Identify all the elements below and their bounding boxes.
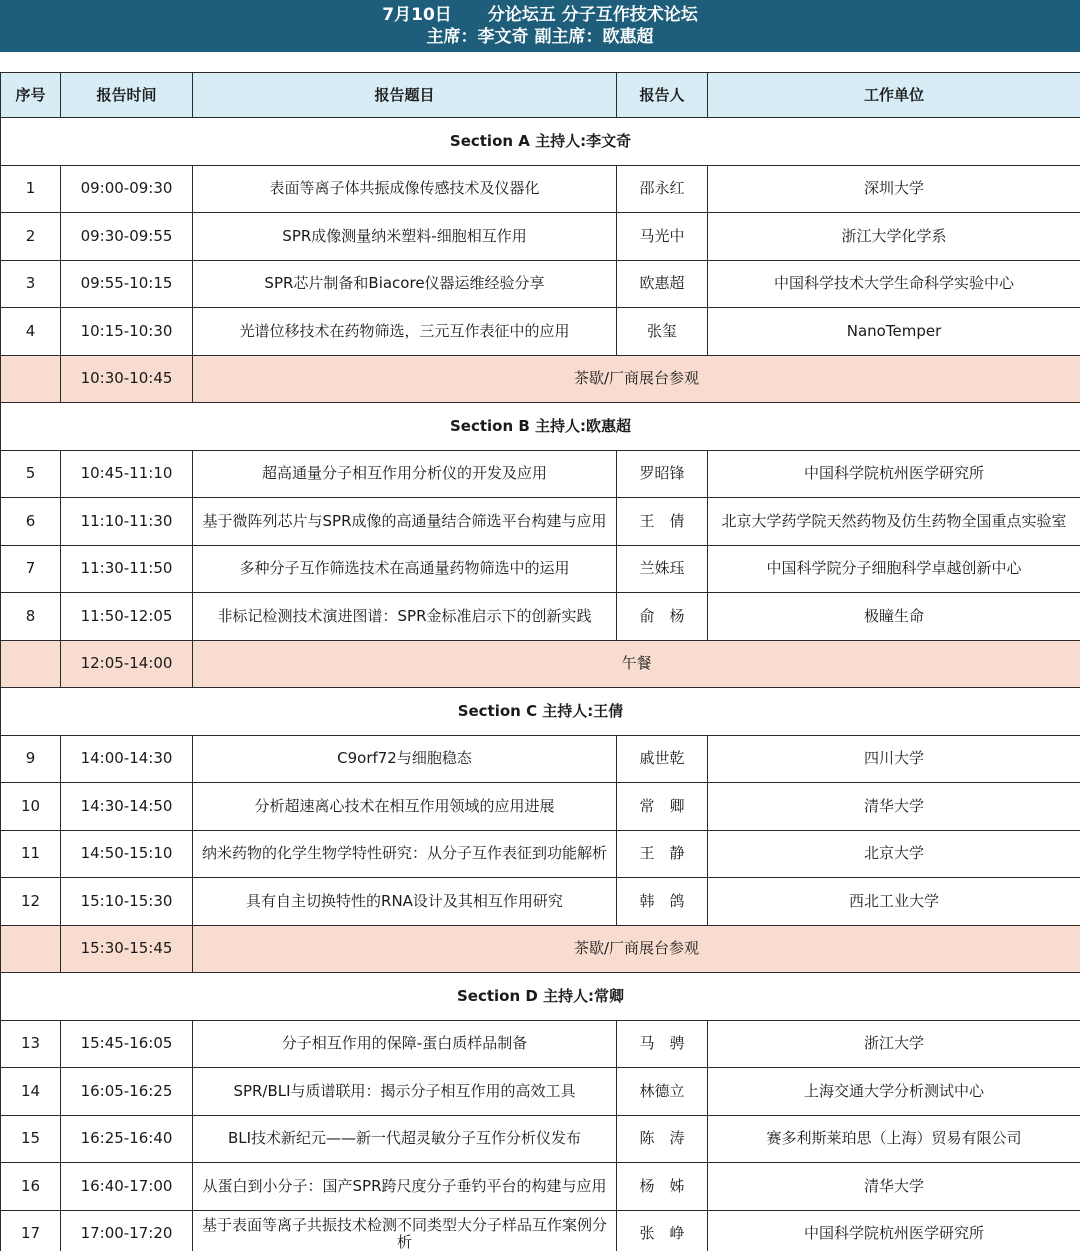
talk-time: 16:40-17:00 xyxy=(61,1163,193,1211)
talk-title: C9orf72与细胞稳态 xyxy=(193,735,617,783)
talk-time: 11:30-11:50 xyxy=(61,545,193,593)
talk-speaker: 常 卿 xyxy=(617,783,708,831)
table-row xyxy=(1,1115,1080,1163)
talk-org: 极瞳生命 xyxy=(708,593,1080,641)
talk-no: 11 xyxy=(1,830,61,878)
talk-title: 分子相互作用的保障-蛋白质样品制备 xyxy=(193,1020,617,1068)
section-heading: Section D 主持人:常卿 xyxy=(1,973,1080,1021)
talk-speaker: 马 骋 xyxy=(617,1020,708,1068)
talk-time: 14:00-14:30 xyxy=(61,735,193,783)
talk-title: SPR成像测量纳米塑料-细胞相互作用 xyxy=(193,213,617,261)
talk-no: 16 xyxy=(1,1163,61,1211)
talk-time: 09:30-09:55 xyxy=(61,213,193,261)
break-row xyxy=(1,640,1080,688)
talk-org: 中国科学院杭州医学研究所 xyxy=(708,450,1080,498)
table-row xyxy=(1,593,1080,641)
header-forum-title: 分论坛五 分子互作技术论坛 xyxy=(487,5,698,25)
talk-speaker: 陈 涛 xyxy=(617,1115,708,1163)
break-label: 茶歇/厂商展台参观 xyxy=(193,355,1080,403)
talk-time: 16:25-16:40 xyxy=(61,1115,193,1163)
talk-org: 深圳大学 xyxy=(708,165,1080,213)
talk-time: 14:30-14:50 xyxy=(61,783,193,831)
talk-title: SPR芯片制备和Biacore仪器运维经验分享 xyxy=(193,260,617,308)
col-header-no: 序号 xyxy=(1,73,61,118)
talk-title: BLI技术新纪元——新一代超灵敏分子互作分析仪发布 xyxy=(193,1115,617,1163)
talk-no: 15 xyxy=(1,1115,61,1163)
col-header-speaker: 报告人 xyxy=(617,73,708,118)
talk-speaker: 张 峥 xyxy=(617,1210,708,1251)
section-heading: Section B 主持人:欧惠超 xyxy=(1,403,1080,451)
table-row xyxy=(1,498,1080,546)
talk-no: 17 xyxy=(1,1210,61,1251)
talk-org: 浙江大学化学系 xyxy=(708,213,1080,261)
talk-no: 1 xyxy=(1,165,61,213)
talk-time: 16:05-16:25 xyxy=(61,1068,193,1116)
talk-speaker: 林德立 xyxy=(617,1068,708,1116)
table-row xyxy=(1,1068,1080,1116)
talk-no: 7 xyxy=(1,545,61,593)
break-time: 15:30-15:45 xyxy=(61,925,193,973)
break-label: 午餐 xyxy=(193,640,1080,688)
schedule-table xyxy=(0,72,1080,1251)
talk-time: 11:10-11:30 xyxy=(61,498,193,546)
col-header-org: 工作单位 xyxy=(708,73,1080,118)
table-row xyxy=(1,1210,1080,1251)
break-label: 茶歇/厂商展台参观 xyxy=(193,925,1080,973)
break-no-cell xyxy=(1,355,61,403)
table-row xyxy=(1,783,1080,831)
table-header-row xyxy=(1,73,1080,118)
talk-org: 西北工业大学 xyxy=(708,878,1080,926)
header-date: 7月10日 xyxy=(382,5,452,25)
talk-time: 15:10-15:30 xyxy=(61,878,193,926)
talk-title: 具有自主切换特性的RNA设计及其相互作用研究 xyxy=(193,878,617,926)
talk-title: SPR/BLI与质谱联用：揭示分子相互作用的高效工具 xyxy=(193,1068,617,1116)
break-row xyxy=(1,355,1080,403)
talk-title: 超高通量分子相互作用分析仪的开发及应用 xyxy=(193,450,617,498)
talk-no: 14 xyxy=(1,1068,61,1116)
table-row xyxy=(1,213,1080,261)
talk-title: 分析超速离心技术在相互作用领域的应用进展 xyxy=(193,783,617,831)
talk-speaker: 张玺 xyxy=(617,308,708,356)
talk-time: 17:00-17:20 xyxy=(61,1210,193,1251)
talk-no: 12 xyxy=(1,878,61,926)
talk-speaker: 兰姝珏 xyxy=(617,545,708,593)
table-row xyxy=(1,1163,1080,1211)
talk-speaker: 韩 鸽 xyxy=(617,878,708,926)
table-row xyxy=(1,545,1080,593)
talk-org: 北京大学药学院天然药物及仿生药物全国重点实验室 xyxy=(708,498,1080,546)
talk-time: 10:45-11:10 xyxy=(61,450,193,498)
section-heading: Section C 主持人:王倩 xyxy=(1,688,1080,736)
talk-speaker: 邵永红 xyxy=(617,165,708,213)
talk-time: 10:15-10:30 xyxy=(61,308,193,356)
schedule-body xyxy=(1,118,1080,1251)
break-row xyxy=(1,925,1080,973)
talk-title: 从蛋白到小分子：国产SPR跨尺度分子垂钓平台的构建与应用 xyxy=(193,1163,617,1211)
header-title-line xyxy=(382,4,697,26)
talk-org: 赛多利斯莱珀思（上海）贸易有限公司 xyxy=(708,1115,1080,1163)
break-time: 12:05-14:00 xyxy=(61,640,193,688)
table-row xyxy=(1,878,1080,926)
talk-title: 光谱位移技术在药物筛选，三元互作表征中的应用 xyxy=(193,308,617,356)
section-row xyxy=(1,973,1080,1021)
talk-speaker: 罗昭锋 xyxy=(617,450,708,498)
break-no-cell xyxy=(1,640,61,688)
talk-speaker: 马光中 xyxy=(617,213,708,261)
table-row xyxy=(1,830,1080,878)
talk-time: 15:45-16:05 xyxy=(61,1020,193,1068)
talk-no: 13 xyxy=(1,1020,61,1068)
talk-speaker: 王 倩 xyxy=(617,498,708,546)
talk-no: 6 xyxy=(1,498,61,546)
talk-org: 中国科学技术大学生命科学实验中心 xyxy=(708,260,1080,308)
talk-title: 非标记检测技术演进图谱：SPR金标准启示下的创新实践 xyxy=(193,593,617,641)
table-row xyxy=(1,1020,1080,1068)
col-header-title: 报告题目 xyxy=(193,73,617,118)
talk-no: 3 xyxy=(1,260,61,308)
section-heading: Section A 主持人:李文奇 xyxy=(1,118,1080,166)
table-row xyxy=(1,735,1080,783)
talk-speaker: 俞 杨 xyxy=(617,593,708,641)
talk-org: 上海交通大学分析测试中心 xyxy=(708,1068,1080,1116)
talk-org: 浙江大学 xyxy=(708,1020,1080,1068)
talk-no: 5 xyxy=(1,450,61,498)
talk-org: NanoTemper xyxy=(708,308,1080,356)
talk-org: 清华大学 xyxy=(708,1163,1080,1211)
table-row xyxy=(1,308,1080,356)
break-time: 10:30-10:45 xyxy=(61,355,193,403)
header-chairs: 主席：李文奇 副主席：欧惠超 xyxy=(426,27,654,47)
section-row xyxy=(1,118,1080,166)
talk-speaker: 欧惠超 xyxy=(617,260,708,308)
talk-no: 4 xyxy=(1,308,61,356)
talk-org: 清华大学 xyxy=(708,783,1080,831)
talk-time: 09:00-09:30 xyxy=(61,165,193,213)
talk-no: 9 xyxy=(1,735,61,783)
talk-time: 09:55-10:15 xyxy=(61,260,193,308)
talk-org: 四川大学 xyxy=(708,735,1080,783)
talk-speaker: 杨 姊 xyxy=(617,1163,708,1211)
table-row xyxy=(1,165,1080,213)
section-row xyxy=(1,688,1080,736)
talk-title: 多种分子互作筛选技术在高通量药物筛选中的运用 xyxy=(193,545,617,593)
talk-speaker: 戚世乾 xyxy=(617,735,708,783)
talk-no: 8 xyxy=(1,593,61,641)
talk-org: 中国科学院分子细胞科学卓越创新中心 xyxy=(708,545,1080,593)
table-row xyxy=(1,260,1080,308)
talk-title: 基于微阵列芯片与SPR成像的高通量结合筛选平台构建与应用 xyxy=(193,498,617,546)
talk-time: 14:50-15:10 xyxy=(61,830,193,878)
table-row xyxy=(1,450,1080,498)
talk-speaker: 王 静 xyxy=(617,830,708,878)
talk-title: 纳米药物的化学生物学特性研究：从分子互作表征到功能解析 xyxy=(193,830,617,878)
talk-org: 中国科学院杭州医学研究所 xyxy=(708,1210,1080,1251)
talk-no: 2 xyxy=(1,213,61,261)
talk-time: 11:50-12:05 xyxy=(61,593,193,641)
talk-no: 10 xyxy=(1,783,61,831)
col-header-time: 报告时间 xyxy=(61,73,193,118)
break-no-cell xyxy=(1,925,61,973)
section-row xyxy=(1,403,1080,451)
talk-title: 基于表面等离子共振技术检测不同类型大分子样品互作案例分析 xyxy=(193,1210,617,1251)
schedule-header xyxy=(0,0,1080,52)
talk-title: 表面等离子体共振成像传感技术及仪器化 xyxy=(193,165,617,213)
talk-org: 北京大学 xyxy=(708,830,1080,878)
